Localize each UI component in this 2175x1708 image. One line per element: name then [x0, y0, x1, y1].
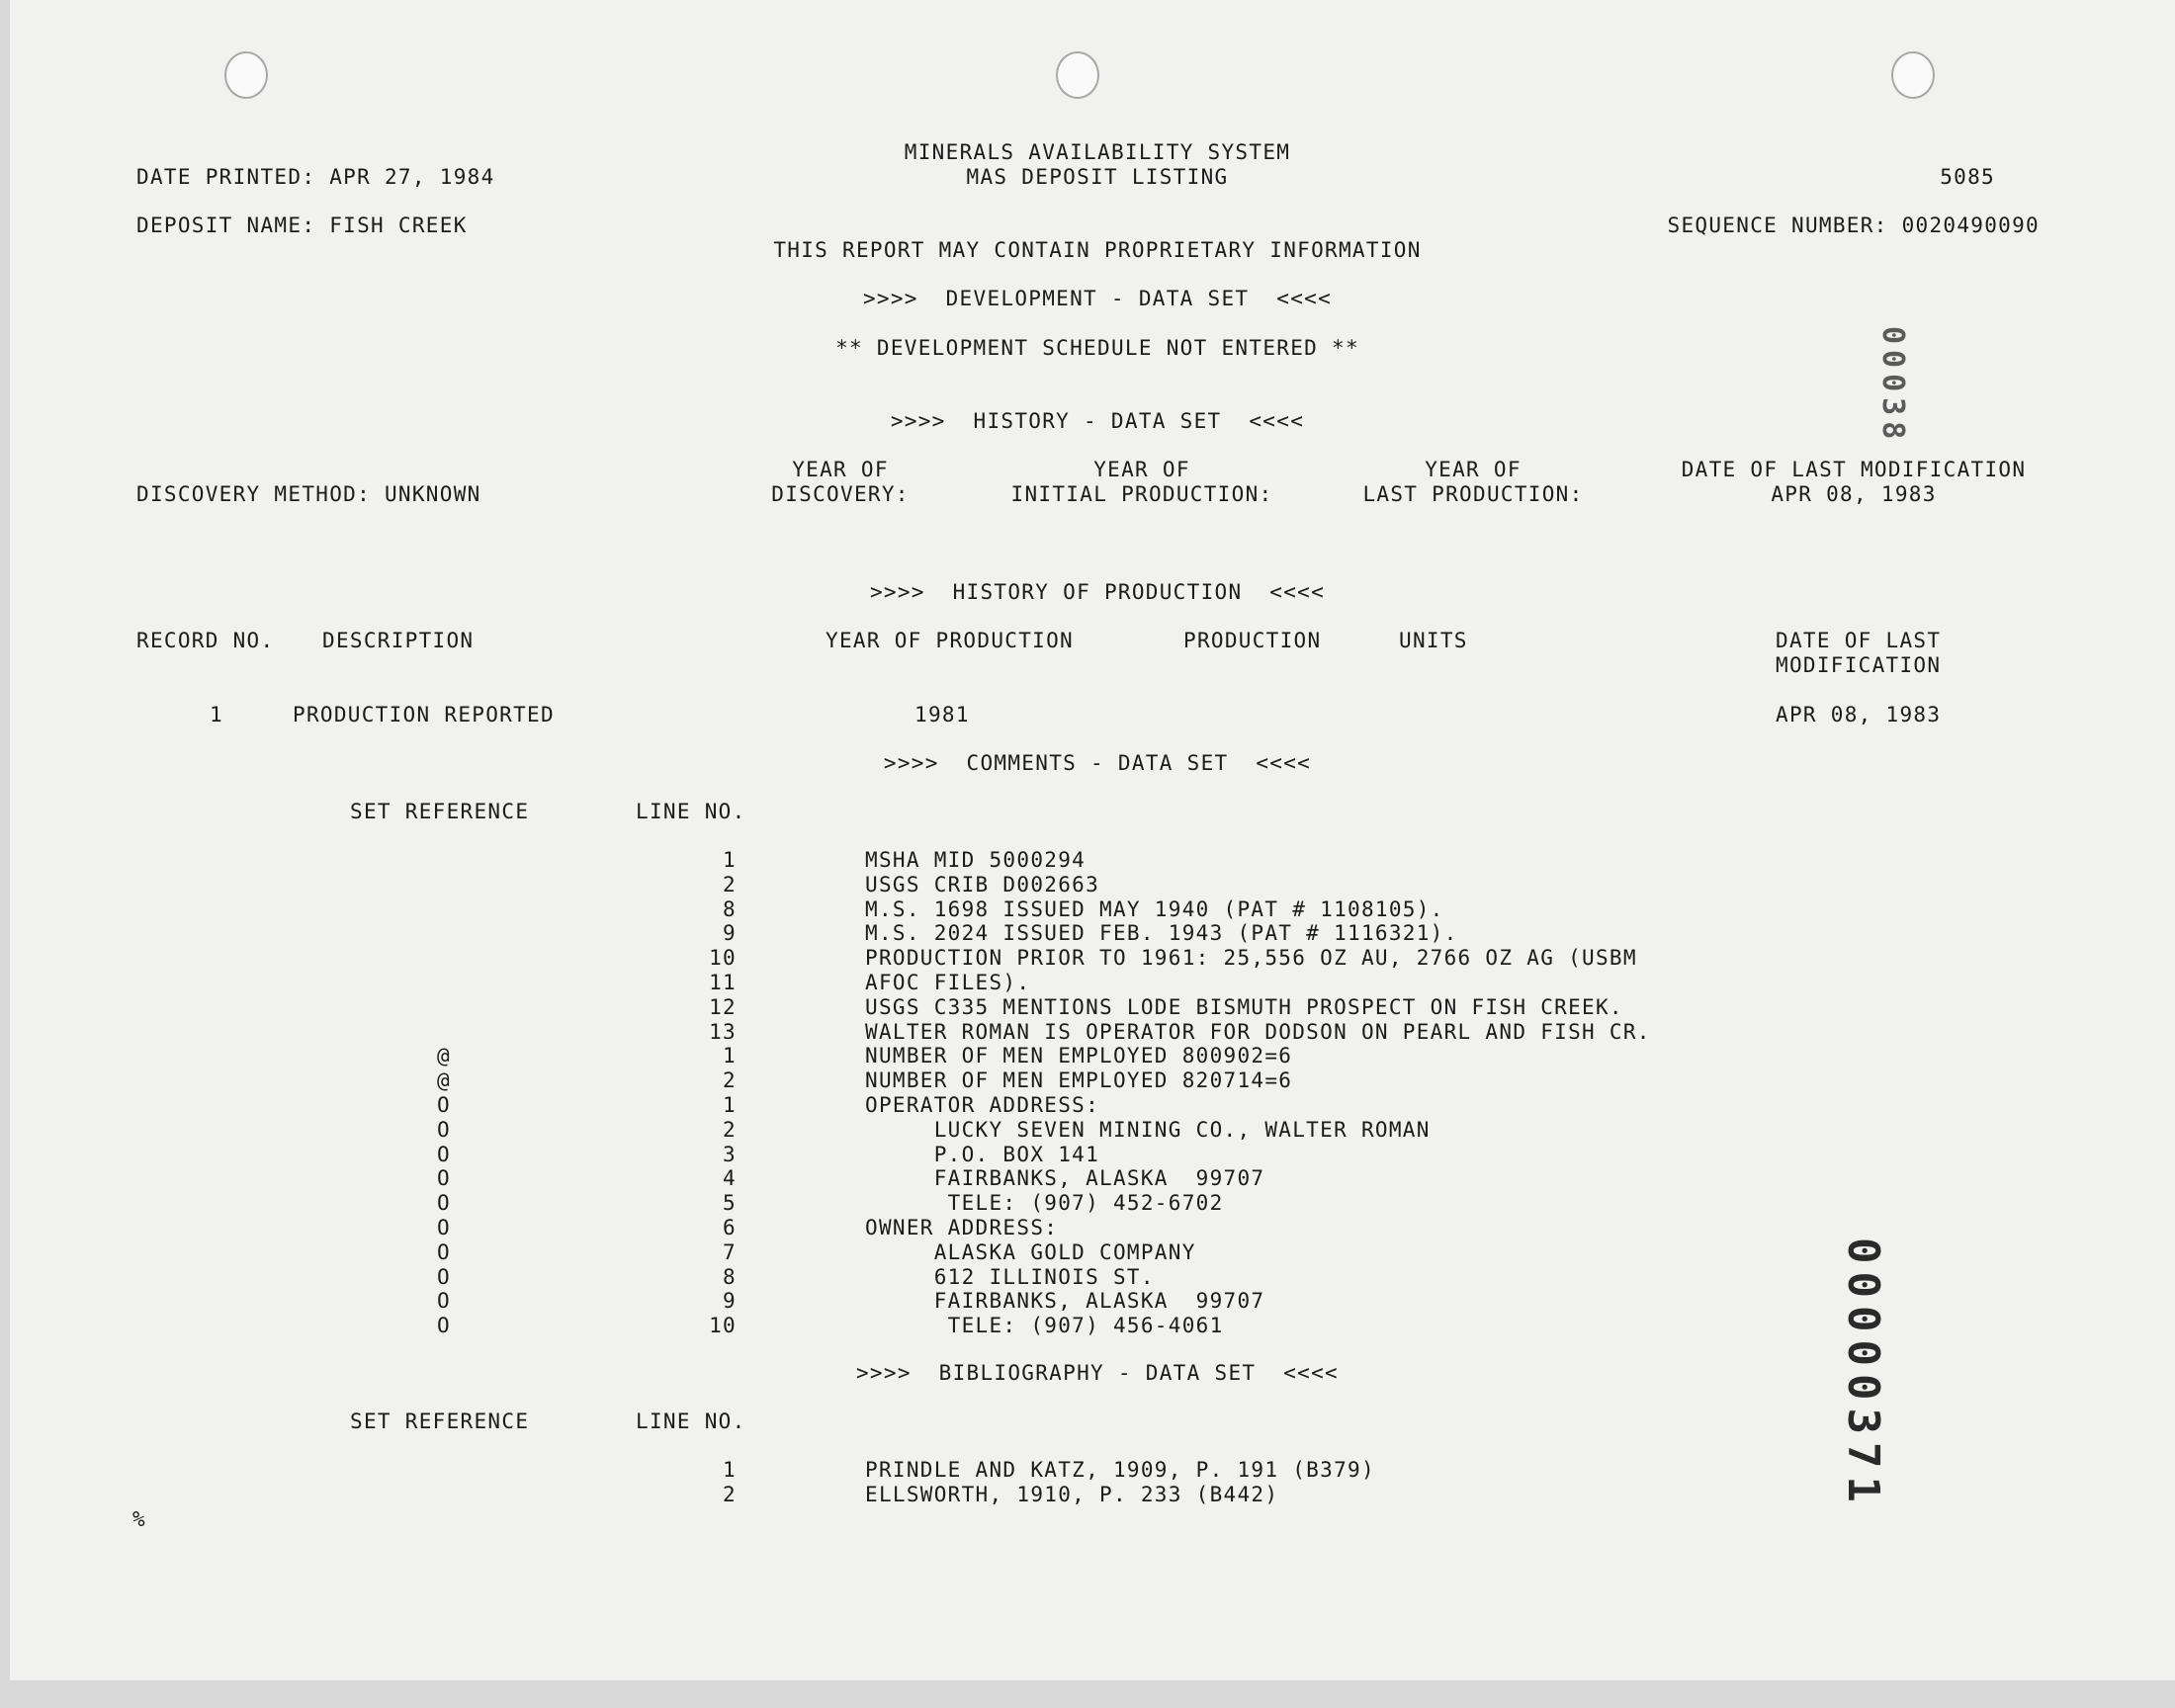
comments-col-set-reference: SET REFERENCE: [350, 800, 530, 823]
line-number-cell: 6: [723, 1216, 737, 1239]
col-record-no: RECORD NO.: [136, 629, 275, 652]
stamp-number-upper: 00038: [1875, 326, 1910, 446]
col-date-of-last-mod-2: MODIFICATION: [1776, 653, 1942, 677]
line-number-cell: 1: [723, 1093, 737, 1117]
system-title: MINERALS AVAILABILITY SYSTEM: [904, 140, 1291, 164]
col-year-of-production: YEAR OF PRODUCTION: [826, 629, 1074, 652]
set-reference-cell: O: [437, 1093, 451, 1117]
comment-text-cell: 612 ILLINOIS ST.: [865, 1264, 1155, 1289]
line-number-cell: 1: [723, 848, 737, 872]
bibliography-col-set-reference: SET REFERENCE: [350, 1409, 530, 1433]
production-heading: >>>> HISTORY OF PRODUCTION <<<<: [869, 580, 1326, 604]
comment-text-cell: FAIRBANKS, ALASKA 99707: [865, 1289, 1265, 1314]
line-number-cell: 13: [709, 1019, 737, 1044]
development-heading: >>>> DEVELOPMENT - DATA SET <<<<: [862, 287, 1333, 310]
year-of-discovery-label-2: DISCOVERY:: [771, 482, 910, 506]
sequence-number: SEQUENCE NUMBER: 0020490090: [1667, 214, 2040, 237]
comment-text-cell: WALTER ROMAN IS OPERATOR FOR DODSON ON PEARL AND FISH CR.: [865, 1019, 1651, 1044]
comment-text-cell: TELE: (907) 456-4061: [865, 1314, 1224, 1338]
line-number-cell: 2: [723, 1068, 737, 1093]
bibliography-heading: >>>> BIBLIOGRAPHY - DATA SET <<<<: [855, 1361, 1339, 1385]
production-record-no: 1: [210, 703, 223, 726]
year-of-discovery-label: YEAR OF: [792, 458, 889, 481]
production-description: PRODUCTION REPORTED: [293, 703, 555, 726]
comment-text-cell: PRINDLE AND KATZ, 1909, P. 191 (B379): [865, 1458, 1375, 1482]
comment-text-cell: P.O. BOX 141: [865, 1142, 1100, 1166]
comment-text-cell: MSHA MID 5000294: [865, 848, 1087, 872]
line-number-cell: 10: [709, 1314, 737, 1338]
set-reference-cell: O: [437, 1142, 451, 1166]
line-number-cell: 1: [723, 1044, 737, 1068]
line-number-cell: 9: [723, 1289, 737, 1314]
set-reference-cell: O: [437, 1191, 451, 1216]
line-number-cell: 3: [723, 1142, 737, 1166]
comments-col-line-no: LINE NO.: [636, 800, 746, 823]
comment-text-cell: M.S. 2024 ISSUED FEB. 1943 (PAT # 1116321).: [865, 921, 1458, 946]
line-number-cell: 8: [723, 1264, 737, 1289]
col-units: UNITS: [1399, 629, 1468, 652]
comment-text-cell: OPERATOR ADDRESS:: [865, 1093, 1100, 1117]
comment-text-cell: M.S. 1698 ISSUED MAY 1940 (PAT # 1108105).: [865, 897, 1444, 921]
production-year: 1981: [914, 703, 970, 726]
last-modification-date: APR 08, 1983: [1771, 482, 1937, 506]
line-number-cell: 2: [723, 1482, 737, 1506]
punch-hole-left: [224, 51, 268, 99]
comment-text-cell: USGS C335 MENTIONS LODE BISMUTH PROSPECT ON FISH CREEK.: [865, 994, 1623, 1019]
bibliography-col-line-no: LINE NO.: [636, 1409, 746, 1433]
col-description: DESCRIPTION: [322, 629, 475, 652]
punch-hole-right: [1891, 51, 1935, 99]
comment-text-cell: LUCKY SEVEN MINING CO., WALTER ROMAN: [865, 1117, 1431, 1142]
comment-text-cell: ALASKA GOLD COMPANY: [865, 1239, 1196, 1264]
set-reference-cell: O: [437, 1289, 451, 1314]
listing-title: MAS DEPOSIT LISTING: [966, 165, 1229, 189]
footer-mark: %: [132, 1507, 146, 1531]
set-reference-cell: O: [437, 1117, 451, 1142]
comment-text-cell: TELE: (907) 452-6702: [865, 1191, 1224, 1216]
comment-text-cell: AFOC FILES).: [865, 971, 1031, 994]
set-reference-cell: O: [437, 1264, 451, 1289]
set-reference-cell: O: [437, 1166, 451, 1191]
line-number-cell: 4: [723, 1166, 737, 1191]
comment-text-cell: NUMBER OF MEN EMPLOYED 800902=6: [865, 1044, 1293, 1068]
year-of-initial-production-label-2: INITIAL PRODUCTION:: [1010, 482, 1273, 506]
line-number-cell: 2: [723, 872, 737, 897]
set-reference-cell: O: [437, 1314, 451, 1338]
comment-text-cell: OWNER ADDRESS:: [865, 1216, 1059, 1239]
comment-text-cell: FAIRBANKS, ALASKA 99707: [865, 1166, 1265, 1191]
line-number-cell: 1: [723, 1458, 737, 1482]
comment-text-cell: USGS CRIB D002663: [865, 872, 1100, 897]
proprietary-notice: THIS REPORT MAY CONTAIN PROPRIETARY INFORMATION: [773, 238, 1422, 262]
page-number: 5085: [1940, 165, 1995, 189]
stamp-number-lower: 00000371: [1838, 1238, 1888, 1510]
line-number-cell: 9: [723, 921, 737, 946]
year-of-last-production-label-2: LAST PRODUCTION:: [1362, 482, 1584, 506]
set-reference-cell: @: [437, 1044, 451, 1068]
year-of-last-production-label: YEAR OF: [1425, 458, 1522, 481]
col-date-of-last-mod: DATE OF LAST: [1776, 629, 1942, 652]
history-heading: >>>> HISTORY - DATA SET <<<<: [890, 409, 1305, 433]
comment-text-cell: ELLSWORTH, 1910, P. 233 (B442): [865, 1482, 1279, 1506]
discovery-method: DISCOVERY METHOD: UNKNOWN: [136, 482, 481, 506]
set-reference-cell: O: [437, 1216, 451, 1239]
comment-text-cell: PRODUCTION PRIOR TO 1961: 25,556 OZ AU, 2766 OZ AG (USBM: [865, 946, 1637, 971]
line-number-cell: 11: [709, 971, 737, 994]
line-number-cell: 8: [723, 897, 737, 921]
line-number-cell: 2: [723, 1117, 737, 1142]
deposit-name: DEPOSIT NAME: FISH CREEK: [136, 214, 468, 237]
printout-page: [10, 0, 2175, 1680]
line-number-cell: 10: [709, 946, 737, 971]
comment-text-cell: NUMBER OF MEN EMPLOYED 820714=6: [865, 1068, 1293, 1093]
col-production: PRODUCTION: [1183, 629, 1322, 652]
development-note: ** DEVELOPMENT SCHEDULE NOT ENTERED **: [835, 336, 1359, 360]
line-number-cell: 5: [723, 1191, 737, 1216]
line-number-cell: 7: [723, 1239, 737, 1264]
punch-hole-center: [1056, 51, 1099, 99]
production-date: APR 08, 1983: [1776, 703, 1942, 726]
date-printed: DATE PRINTED: APR 27, 1984: [136, 165, 495, 189]
set-reference-cell: O: [437, 1239, 451, 1264]
set-reference-cell: @: [437, 1068, 451, 1093]
year-of-initial-production-label: YEAR OF: [1093, 458, 1190, 481]
comments-heading: >>>> COMMENTS - DATA SET <<<<: [883, 751, 1312, 775]
last-modification-label: DATE OF LAST MODIFICATION: [1681, 458, 2027, 481]
line-number-cell: 12: [709, 994, 737, 1019]
